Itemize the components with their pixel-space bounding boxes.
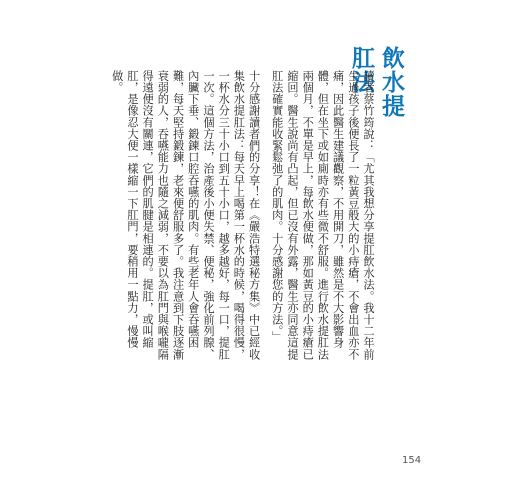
- chapter-title: 飲水提肛法: [348, 46, 405, 118]
- paragraph-2: 十分感謝讀者們的分享！在《嚴浩特選秘方集》中已經收集飲水提肛法：每天早上喝第一杯水的時候，喝得很慢，一杯水分三十小口到五十小口，越多越好，每一口，提肛一次。這個方法，治產後小便失禁、便秘，強化前列腺、內臟下垂、鍛鍊口腔吞嚥的肌肉。有些老年人會吞嚥困難，每天堅持鍛鍊，老來便舒服多了。我注意到下肢逐漸衰弱的人，吞嚥能力也隨之減弱，不要以為肛門與喉嚨隔得遠便沒有關連，它們的肌腱是相連的。提肛，或叫縮肛，是像忍大便一樣縮一下肛門，要稍用一點力，慢慢做。: [110, 70, 261, 360]
- paragraph-1: 讀者蔡竹筠說：「尤其我想分享提肛飲水法。我十二年前生過孩子後便長了一粒黃豆般大的小痔瘡，不會出血亦不痛，因此醫生建議觀察，不用開刀，雖然是不大影響身體，但在坐下或如廁時亦有些微不舒服。進行飲水提肛法兩個月，不單是早上，每飲水便做，那如黃豆的小痔瘡已縮回。醫生說尚有凸起，但已沒有外露，醫生亦同意這提肛法確實能收緊鬆弛了的肌肉。十分感謝您的方法。」: [270, 70, 375, 360]
- body-text: [110, 70, 376, 370]
- page-number: 154: [402, 455, 422, 466]
